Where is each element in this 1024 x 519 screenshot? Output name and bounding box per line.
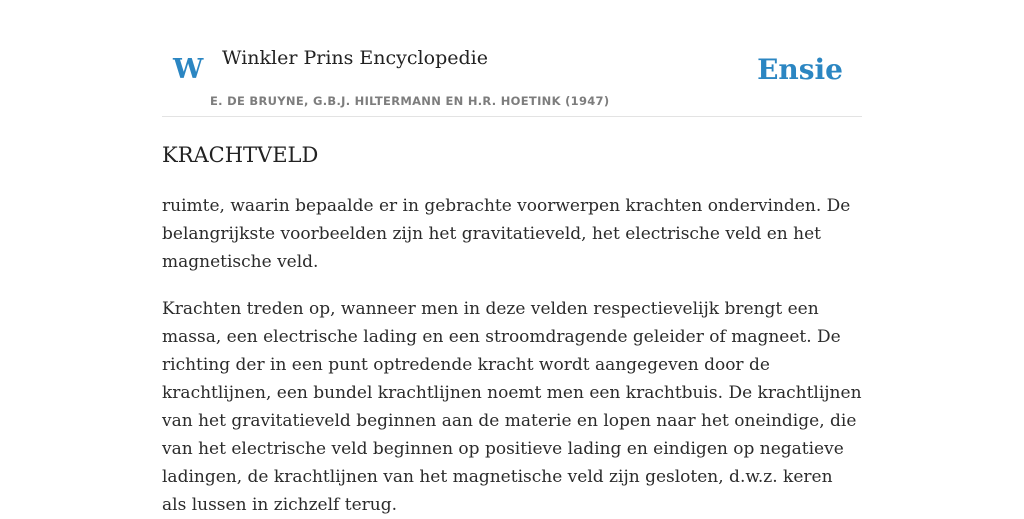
- page: [162, 0, 862, 515]
- article-paragraph: Krachten treden op, wanneer men in deze velden respectievelijk brengt een massa, een electrische lading en een stroomdragende geleider of magneet. De richting der in een punt optredende kracht wordt aangegeven door de krachtlijnen, een bundel krachtlijnen noemt men een krachtbuis. De krachtlijnen van het gravitatieveld beginnen aan de materie en lopen naar het oneindige, die van het electrische veld beginnen op positieve lading en eindigen op negatieve ladingen, de krachtlijnen van het magnetische veld zijn gesloten, d.w.z. keren als lussen in zichzelf terug.: [162, 299, 862, 515]
- authors-line: E. DE BRUYNE, G.B.J. HILTERMANN EN H.R. HOETINK (1947): [210, 94, 610, 108]
- publication-title[interactable]: Winkler Prins Encyclopedie: [222, 47, 488, 69]
- entry-title: KRACHTVELD: [162, 143, 319, 167]
- article-paragraph: ruimte, waarin bepaalde er in gebrachte voorwerpen krachten ondervinden. De belangrijkste voorbeelden zijn het gravitatieveld, het electrische veld en het magnetische veld.: [162, 196, 851, 272]
- ensie-logo[interactable]: Ensie: [757, 53, 843, 86]
- header: [162, 0, 862, 117]
- winkler-prins-logo[interactable]: W: [173, 54, 204, 85]
